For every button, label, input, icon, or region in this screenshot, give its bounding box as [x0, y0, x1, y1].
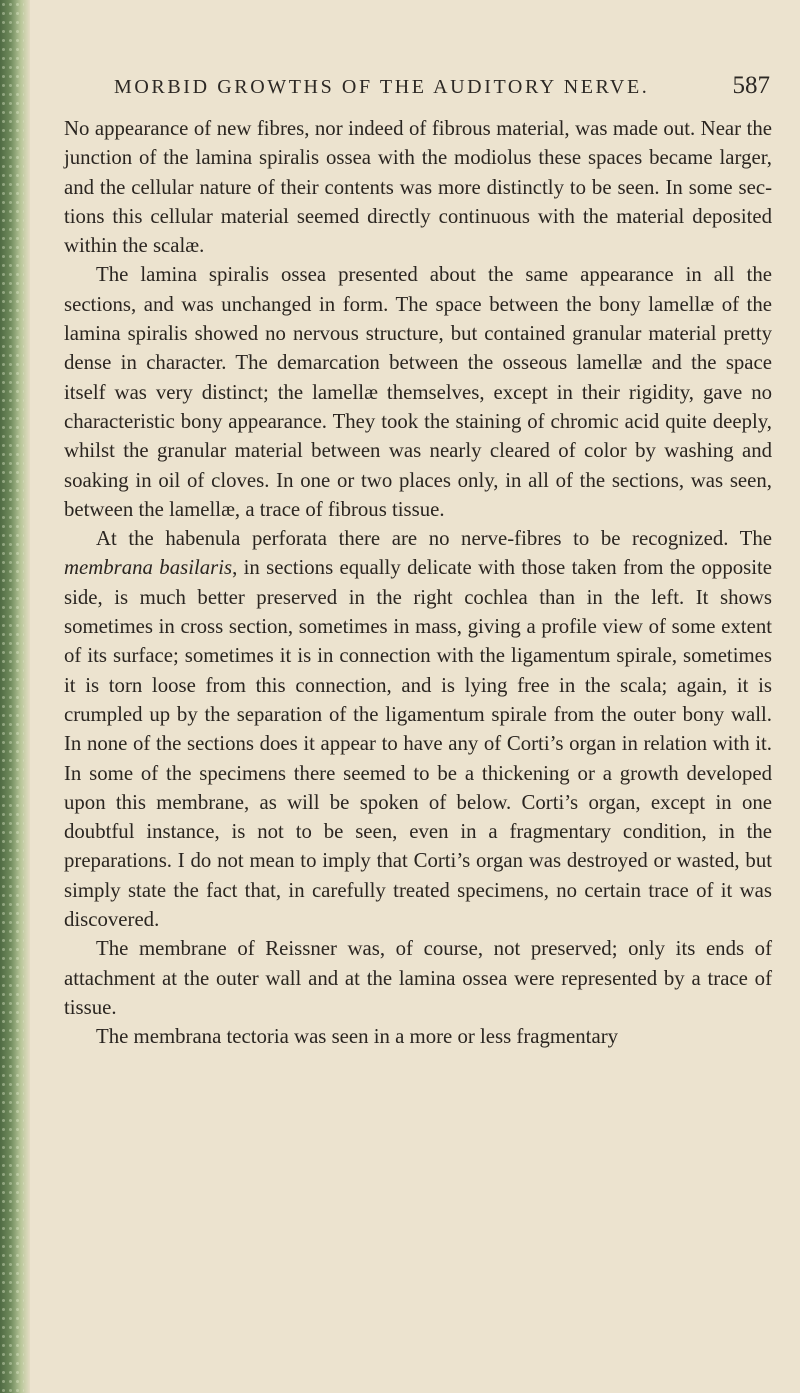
running-title: MORBID GROWTHS OF THE AUDITORY NERVE. — [114, 76, 650, 98]
running-header — [64, 72, 772, 106]
paragraph-1: No appearance of new fibres, nor indeed of fibrous material, was made out. Near the junction of the lamina spiralis ossea with the modiolus these spaces became larger, and the cellular nature of their contents was more distinctly to be seen. In some sections this cellular material seemed directly continuous with the material deposited within the scalæ. — [64, 117, 772, 258]
paragraph-3-start: At the habenula perforata there are no nerve-fibres to be recognized. The — [96, 527, 772, 551]
membrana-basilaris-term: membrana basilaris — [64, 556, 233, 580]
paragraph-4: The membrane of Reissner was, of course, not preserved; only its ends of attachment at the outer wall and at the lamina ossea were represented by a trace of tissue. — [64, 937, 772, 1019]
page-number: 587 — [732, 72, 770, 99]
paragraph-5: The membrana tectoria was seen in a more or less fragmentary — [96, 1025, 619, 1049]
binding-texture — [0, 0, 24, 1393]
paragraph-2: The lamina spiralis ossea presented about the same appearance in all the sections, and was unchanged in form. The space between the bony lamellæ of the lamina spiralis showed no nervous structure, but contained granular material pretty dense in character. The demarcation between the osseous lamellæ and the space itself was very distinct; the lamellæ themselves, except in their rigidity, gave no characteristic bony appearance. They took the staining of chromic acid quite deeply, whilst the granular material between was nearly cleared of color by washing and soaking in oil of cloves. In one or two places only, in all of the sections, was seen, between the lamellæ, a trace of fibrous tissue. — [64, 263, 772, 521]
paragraph-3-rest: , in sections equally delicate with those taken from the opposite side, is much better preserved in the right cochlea than in the left. It shows sometimes in cross section, sometimes in mass, giving a profile view of some extent of its surface; sometimes it is in connection with the ligamentum spirale, sometimes it is torn loose from this connection, and is lying free in the scala; again, it is crumpled up by the separation of the ligamentum spirale from the outer bony wall. In none of the sections does it appear to have any of Corti’s organ in relation with it. In some of the specimens there seemed to be a thickening or a growth developed upon this membrane, as will be spoken of below. Corti’s organ, except in one doubtful instance, is not to be seen, even in a fragmentary condition, in the preparations. I do not mean to imply that Corti’s organ was destroyed or wasted, but simply state the fact that, in carefully treated specimens, no certain trace of it was discovered. — [64, 556, 772, 932]
book-page — [64, 72, 772, 1052]
paragraph-3 — [64, 524, 772, 934]
body-text — [64, 114, 772, 1052]
